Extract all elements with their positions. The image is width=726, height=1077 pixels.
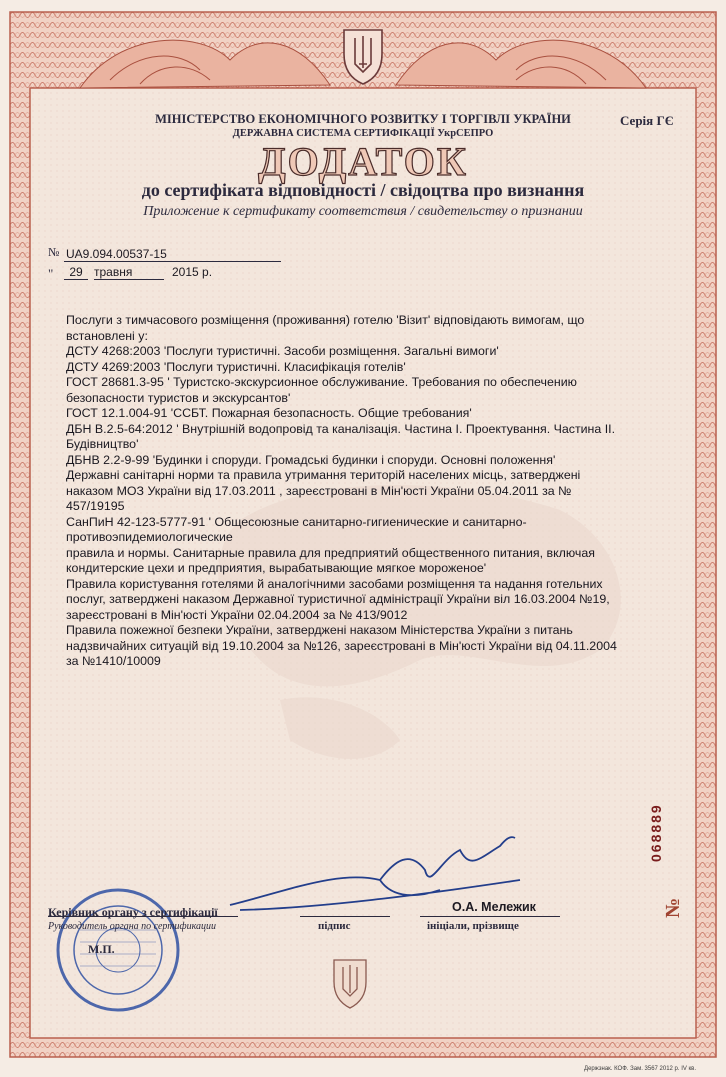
series-label: Серія ГЄ — [620, 113, 674, 128]
number-symbol: № — [48, 245, 60, 259]
serial-prefix: № — [662, 897, 684, 918]
document-subtitle-ru: Приложение к сертификату соответствия / свидетельству о признании — [143, 204, 583, 219]
date-quote: " — [48, 266, 54, 281]
signer-name: О.А. Мележик — [452, 900, 536, 914]
seal-label: М.П. — [88, 942, 115, 956]
sign-line — [300, 916, 390, 917]
head-label: Керівник органу з сертифікації — [48, 905, 218, 919]
document-subtitle: до сертифіката відповідності / свідоцтва про визнання — [141, 180, 585, 200]
printer-footer: Держзнак. КОФ. Зам. 3567 2012 р. IV кв. — [584, 1066, 697, 1072]
document-title: ДОДАТОК — [258, 139, 468, 184]
head-label-ru: Руководитель органа по сертификации — [48, 921, 217, 932]
certification-system: ДЕРЖАВНА СИСТЕМА СЕРТИФІКАЦІЇ УкрСЕПРО — [232, 128, 494, 139]
certificate-day: 29 — [64, 265, 88, 280]
standards-text: Послуги з тимчасового розміщення (проживання) готелю 'Візит' відповідають вимогам, що встановлені у: ДСТУ 4268:2003 'Послуги туристичні. Засоби розміщення. Загальні вимоги' ДСТУ 4269:2003 'Послуги туристичні. Класифікація готелів' ГОСТ 28681.3-95 ' Туристско-экскурсионное обслуживание. Требования по обеспечению безопасности туристов и экскурсантов' ГОСТ 12.1.004-91 'ССБТ. Пожарная безопасность. Общие требования' ДБН В.2.5-64:2012 ' Внутрішній водопровід та каналізація. Частина І. Проектування. Частина ІІ. Будівництво' ДБНВ 2.2-9-99 'Будинки і споруди. Громадські будинки і споруди. Основні положення' Державні санітарні норми та правила утримання територій населених місць, затверджені наказом МОЗ України від 17.03.2011 , зареєстровані в Мін'юсті України 05.04.2011 за № 457/19195 СанПиН 42-123-5777-91 ' Общесоюзные санитарно-гигиенические и санитарно- противоэпидемиологические правила и нормы. Санитарные правила для предприятий общественного питания, включая кондитерские цехи и предприятия, вырабатывающие мягкое мороженое' Правила користування готелями й аналогічними засобами розміщення та надання готельних послуг, затверджені наказом Державної туристичної адміністрації України віл 16.03.2004 №19, зареєстровані в Мін'юсті України 02.04.2004 за № 413/9012 Правила пожежної безпеки України, затверджені наказом Міністерства України з питань надзвичайних ситуацій від 19.10.2004 за №126, зареєстровані в Мін'юсті України від 04.11.2004 за №1410/10009 — [66, 313, 617, 668]
signature-caption: підпис — [318, 920, 351, 932]
certificate-number: UA9.094.00537-15 — [64, 247, 281, 262]
certificate-year: 2015 р. — [172, 265, 213, 279]
initials-line — [420, 916, 560, 917]
serial-number: 068889 — [648, 803, 664, 862]
certificate-month: травня — [94, 265, 164, 280]
initials-caption: ініціали, прізвище — [427, 920, 519, 932]
ministry-name: МІНІСТЕРСТВО ЕКОНОМІЧНОГО РОЗВИТКУ І ТОРГІВЛІ УКРАЇНИ — [155, 112, 571, 126]
